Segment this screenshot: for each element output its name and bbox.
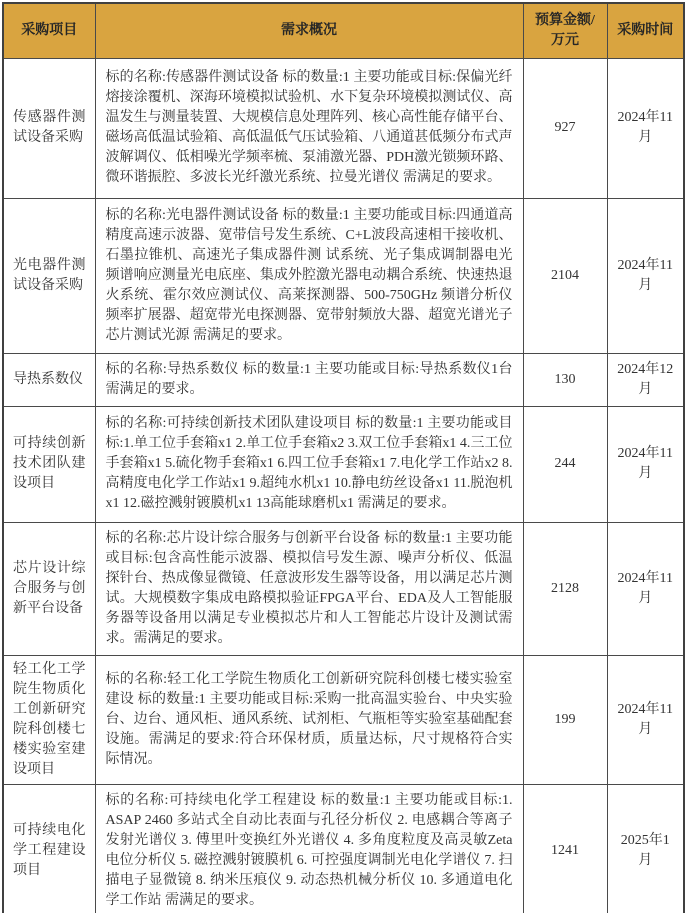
cell-procurement-item: 轻工化工学院生物质化工创新研究院科创楼七楼实验室建设项目 xyxy=(3,655,95,784)
cell-budget-amount: 1241 xyxy=(523,784,607,913)
table-body xyxy=(3,58,684,913)
cell-procurement-item: 光电器件测试设备采购 xyxy=(3,198,95,353)
cell-demand-overview: 标的名称:导热系数仪 标的数量:1 主要功能或目标:导热系数仪1台 需满足的要求。 xyxy=(95,353,523,406)
cell-procurement-time: 2024年11月 xyxy=(607,58,684,198)
cell-budget-amount: 927 xyxy=(523,58,607,198)
cell-budget-amount: 130 xyxy=(523,353,607,406)
column-header-time-label: 采购时间 xyxy=(617,22,674,38)
table-row xyxy=(3,406,684,522)
table-row xyxy=(3,522,684,655)
cell-procurement-item: 可持续创新技术团队建设项目 xyxy=(3,406,95,522)
table-row xyxy=(3,784,684,913)
cell-procurement-item: 芯片设计综合服务与创新平台设备 xyxy=(3,522,95,655)
header-row xyxy=(3,3,684,58)
procurement-table xyxy=(2,2,685,913)
cell-procurement-item: 传感器件测试设备采购 xyxy=(3,58,95,198)
cell-budget-amount: 2104 xyxy=(523,198,607,353)
column-header-budget-label: 预算金额/万元 xyxy=(535,12,595,48)
cell-procurement-time: 2024年11月 xyxy=(607,198,684,353)
column-header-item-label: 采购项目 xyxy=(21,22,78,38)
cell-demand-overview: 标的名称:可持续电化学工程建设 标的数量:1 主要功能或目标:1. ASAP 2460 多站式全自动比表面与孔径分析仪 2. 电感耦合等离子发射光谱仪 3. 傅里叶变换红外光谱仪 4. 多角度粒度及高灵敏Zeta电位分析仪 5. 磁控溅射镀膜机 6. 可控强度调制光电化学谱仪 7. 扫描电子显微镜 8. 纳米压痕仪 9. 动态热机械分析仪 10. 多通道电化学工作站 需满足的要求。 xyxy=(95,784,523,913)
cell-demand-overview: 标的名称:光电器件测试设备 标的数量:1 主要功能或目标:四通道高精度高速示波器、宽带信号发生系统、C+L波段高速相干接收机、石墨拉锥机、高速光子集成器件测 试系统、光子集成调制器电光频谱响应测量光电底座、集成外腔激光器电动耦合系统、快速热退火系统、霍尔效应测试仪、高莱探测器、500-750GHz 频谱分析仪频率扩展器、超宽带光电探测器、宽带射频放大器、超宽光谱光子芯片测试光源 需满足的要求。 xyxy=(95,198,523,353)
table-row xyxy=(3,655,684,784)
cell-procurement-item: 导热系数仪 xyxy=(3,353,95,406)
table-row xyxy=(3,58,684,198)
column-header-budget xyxy=(523,3,607,58)
cell-procurement-time: 2024年11月 xyxy=(607,406,684,522)
cell-procurement-time: 2024年12月 xyxy=(607,353,684,406)
cell-demand-overview: 标的名称:轻工化工学院生物质化工创新研究院科创楼七楼实验室建设 标的数量:1 主要功能或目标:采购一批高温实验台、中央实验台、边台、通风柜、通风系统、试剂柜、气瓶柜等实验室基础配套设施。需满足的要求:符合环保材质，质量达标，尺寸规格符合实际情况。 xyxy=(95,655,523,784)
cell-demand-overview: 标的名称:可持续创新技术团队建设项目 标的数量:1 主要功能或目标:1.单工位手套箱x1 2.单工位手套箱x2 3.双工位手套箱x1 4.三工位手套箱x1 5.硫化物手套箱x1 6.四工位手套箱x1 7.电化学工作站x2 8.高精度电化学工作站x1 9.超纯水机x1 10.静电纺丝设备x1 11.脱泡机x1 12.磁控溅射镀膜机x1 13高能球磨机x1 需满足的要求。 xyxy=(95,406,523,522)
cell-budget-amount: 2128 xyxy=(523,522,607,655)
cell-budget-amount: 199 xyxy=(523,655,607,784)
cell-procurement-item: 可持续电化学工程建设项目 xyxy=(3,784,95,913)
cell-demand-overview: 标的名称:传感器件测试设备 标的数量:1 主要功能或目标:保偏光纤熔接涂覆机、深海环境模拟试验机、水下复杂环境模拟测试仪、高温发生与测量装置、大规模信息处理阵列、核心高性能存储平台、磁场高低温试验箱、高低温低气压试验箱、八通道甚低频分布式声波解调仪、低相噪光学频率梳、泵浦激光器、PDH激光锁频环路、微环谐振腔、多波长光纤激光系统、拉曼光谱仪 需满足的要求。 xyxy=(95,58,523,198)
column-header-item xyxy=(3,3,95,58)
column-header-overview xyxy=(95,3,523,58)
table-header xyxy=(3,3,684,58)
table-row xyxy=(3,353,684,406)
cell-procurement-time: 2025年1月 xyxy=(607,784,684,913)
column-header-time xyxy=(607,3,684,58)
cell-budget-amount: 244 xyxy=(523,406,607,522)
cell-demand-overview: 标的名称:芯片设计综合服务与创新平台设备 标的数量:1 主要功能或目标:包含高性能示波器、模拟信号发生源、噪声分析仪、低温探针台、热成像显微镜、任意波形发生器等设备，用以满足芯片测试。大规模数字集成电路模拟验证FPGA平台、EDA及人工智能服务器等设备用以满足专业模拟芯片和人工智能芯片设计及测试需求。需满足的要求。 xyxy=(95,522,523,655)
column-header-overview-label: 需求概况 xyxy=(281,22,337,38)
cell-procurement-time: 2024年11月 xyxy=(607,655,684,784)
cell-procurement-time: 2024年11月 xyxy=(607,522,684,655)
table-row xyxy=(3,198,684,353)
